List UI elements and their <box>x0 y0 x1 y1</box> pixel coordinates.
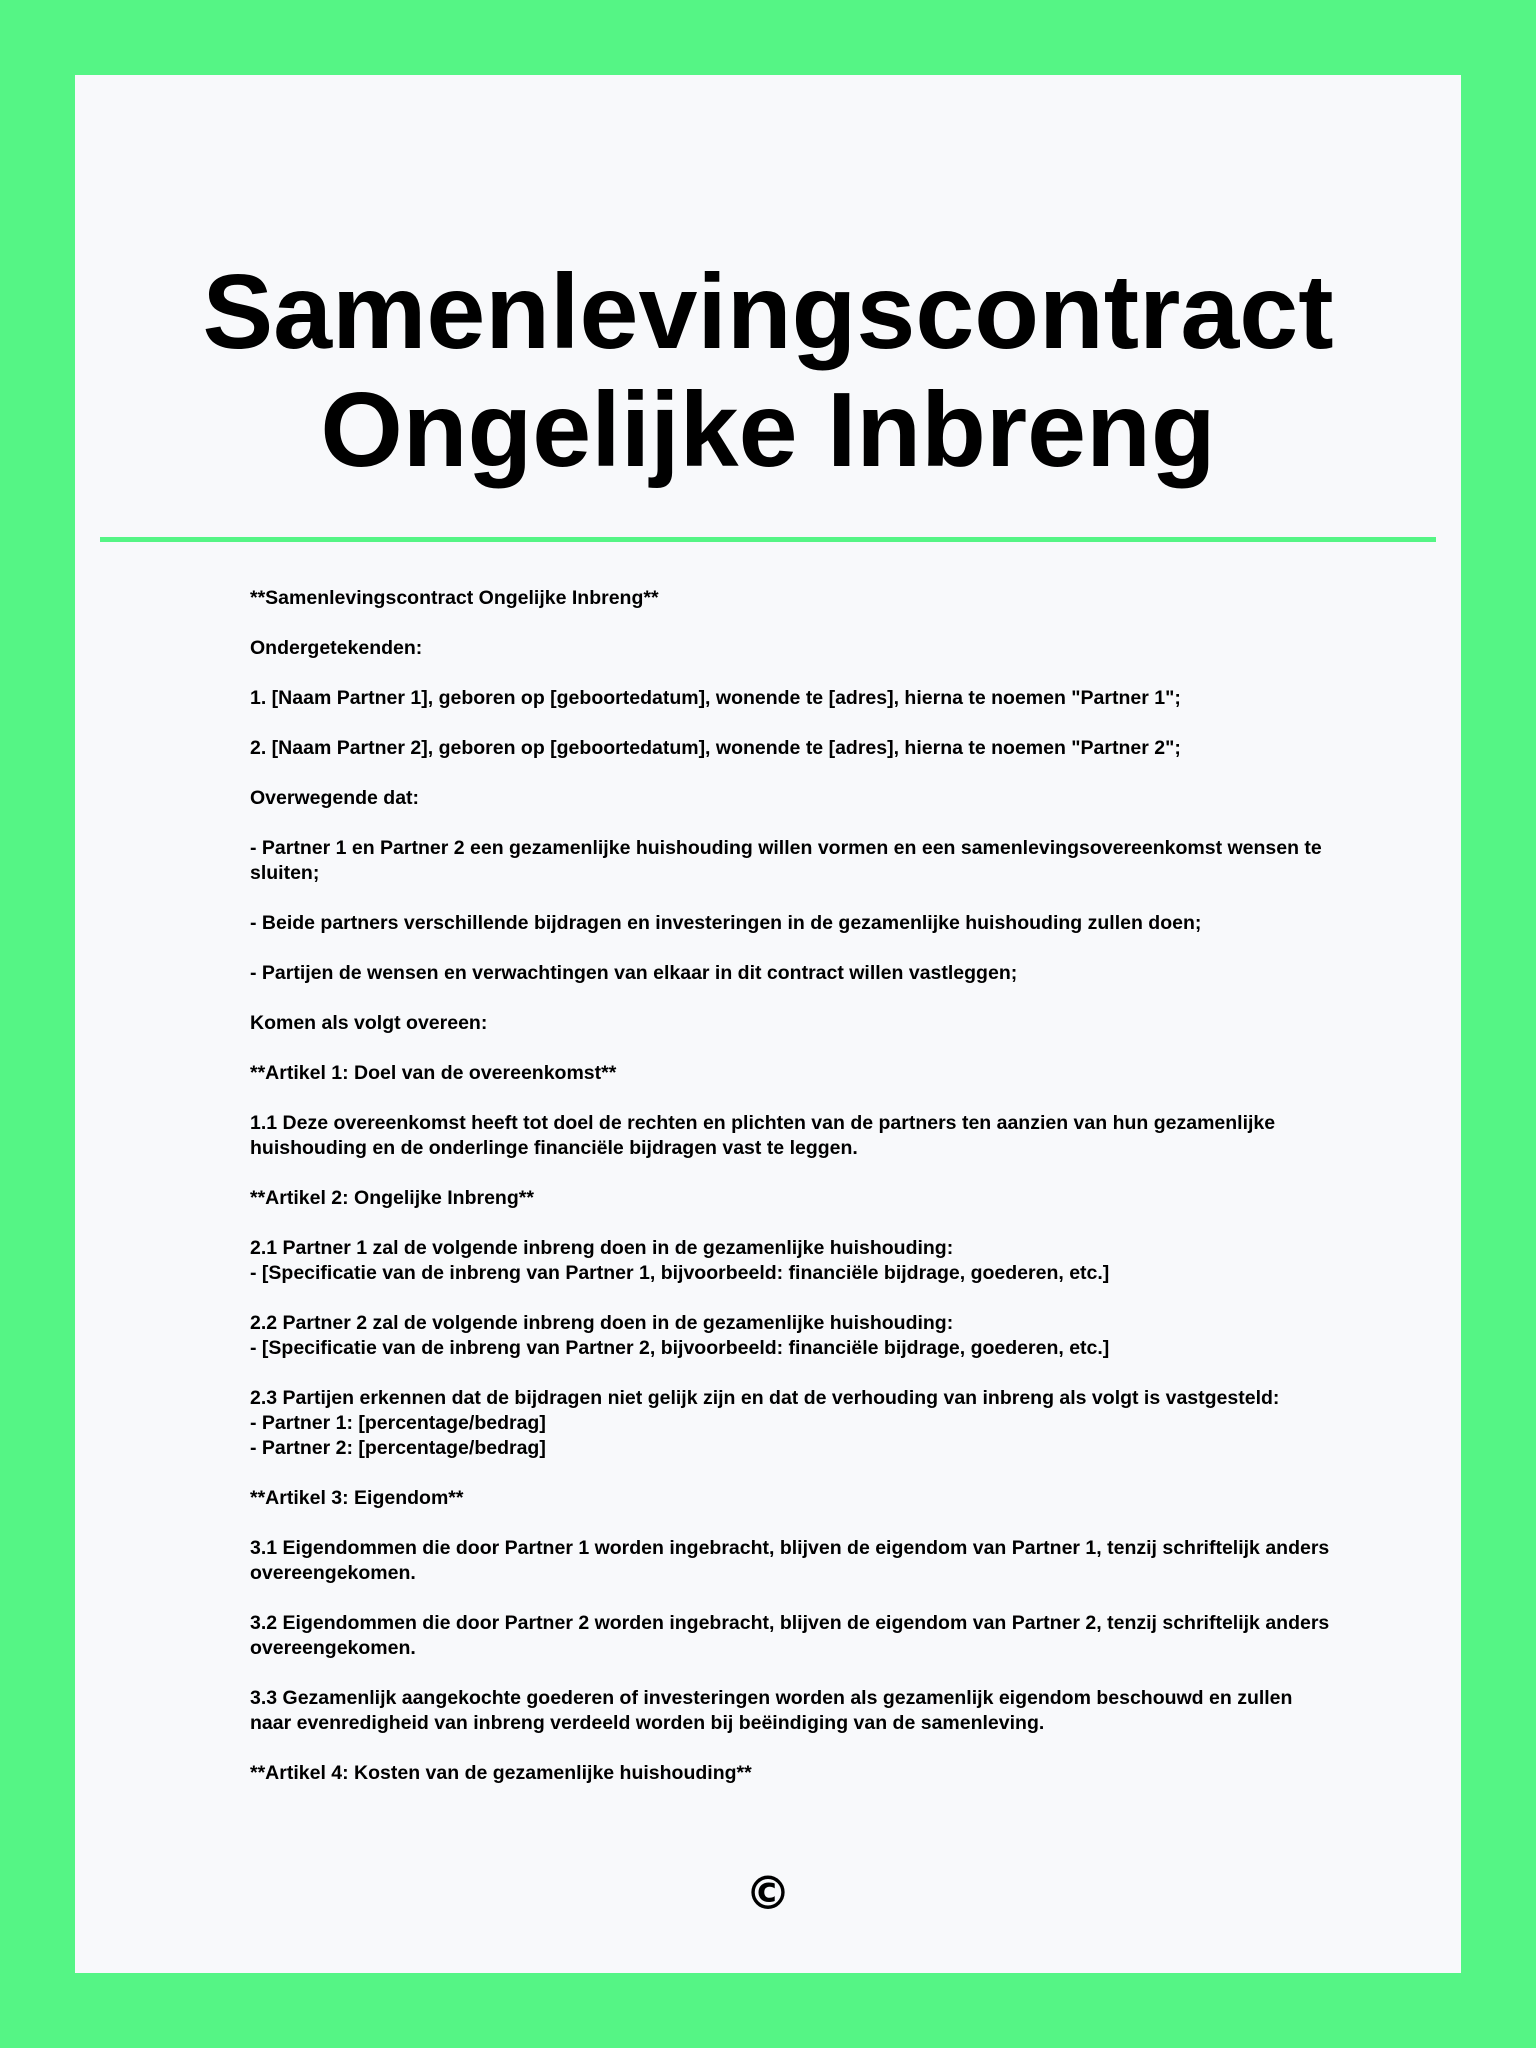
paragraph: - Beide partners verschillende bijdragen en investeringen in de gezamenlijke huishouding zullen doen; <box>250 912 1202 934</box>
article-heading: **Artikel 4: Kosten van de gezamenlijke huishouding** <box>250 1762 752 1784</box>
article-heading: **Artikel 3: Eigendom** <box>250 1487 464 1509</box>
paragraph: 2.1 Partner 1 zal de volgende inbreng doen in de gezamenlijke huishouding: - [Specificatie van de inbreng van Partner 1, bijvoorbeeld: financiële bijdrage, goederen, etc.] <box>250 1237 1110 1284</box>
paragraph: 1. [Naam Partner 1], geboren op [geboortedatum], wonende te [adres], hierna te noemen "Partner 1"; <box>250 687 1181 709</box>
paragraph: 3.3 Gezamenlijk aangekochte goederen of investeringen worden als gezamenlijk eigendom beschouwd en zullen naar evenredigheid van inbreng verdeeld worden bij beëindiging van de samenleving. <box>250 1687 1293 1734</box>
document-title-line-2: Ongelijke Inbreng <box>320 371 1216 489</box>
paragraph: 3.1 Eigendommen die door Partner 1 worden ingebracht, blijven de eigendom van Partner 1, tenzij schriftelijk anders overeengekomen. <box>250 1537 1330 1584</box>
document-body <box>250 586 1330 1811</box>
paragraph: - Partijen de wensen en verwachtingen van elkaar in dit contract willen vastleggen; <box>250 962 1018 984</box>
document-title <box>75 253 1461 489</box>
document-page <box>75 75 1461 1973</box>
paragraph: **Samenlevingscontract Ongelijke Inbreng** <box>250 587 659 609</box>
paragraph: Overwegende dat: <box>250 787 420 809</box>
document-title-line-1: Samenlevingscontract <box>202 253 1334 371</box>
paragraph: 1.1 Deze overeenkomst heeft tot doel de rechten en plichten van de partners ten aanzien van hun gezamenlijke huishouding en de onderlinge financiële bijdragen vast te leggen. <box>250 1112 1276 1159</box>
copyright-icon: © <box>745 1866 791 1920</box>
paragraph: Ondergetekenden: <box>250 637 423 659</box>
paragraph: 3.2 Eigendommen die door Partner 2 worden ingebracht, blijven de eigendom van Partner 2, tenzij schriftelijk anders overeengekomen. <box>250 1612 1330 1659</box>
title-divider <box>100 537 1436 542</box>
paragraph: Komen als volgt overeen: <box>250 1012 488 1034</box>
article-heading: **Artikel 2: Ongelijke Inbreng** <box>250 1187 534 1209</box>
paragraph: - Partner 1 en Partner 2 een gezamenlijke huishouding willen vormen en een samenlevingsovereenkomst wensen te sluiten; <box>250 837 1322 884</box>
paragraph: 2.2 Partner 2 zal de volgende inbreng doen in de gezamenlijke huishouding: - [Specificatie van de inbreng van Partner 2, bijvoorbeeld: financiële bijdrage, goederen, etc.] <box>250 1312 1110 1359</box>
paragraph: 2.3 Partijen erkennen dat de bijdragen niet gelijk zijn en dat de verhouding van inbreng als volgt is vastgesteld: - Partner 1: [percentage/bedrag] - Partner 2: [percentage/bedrag] <box>250 1387 1280 1459</box>
article-heading: **Artikel 1: Doel van de overeenkomst** <box>250 1062 617 1084</box>
paragraph: 2. [Naam Partner 2], geboren op [geboortedatum], wonende te [adres], hierna te noemen "Partner 2"; <box>250 737 1181 759</box>
